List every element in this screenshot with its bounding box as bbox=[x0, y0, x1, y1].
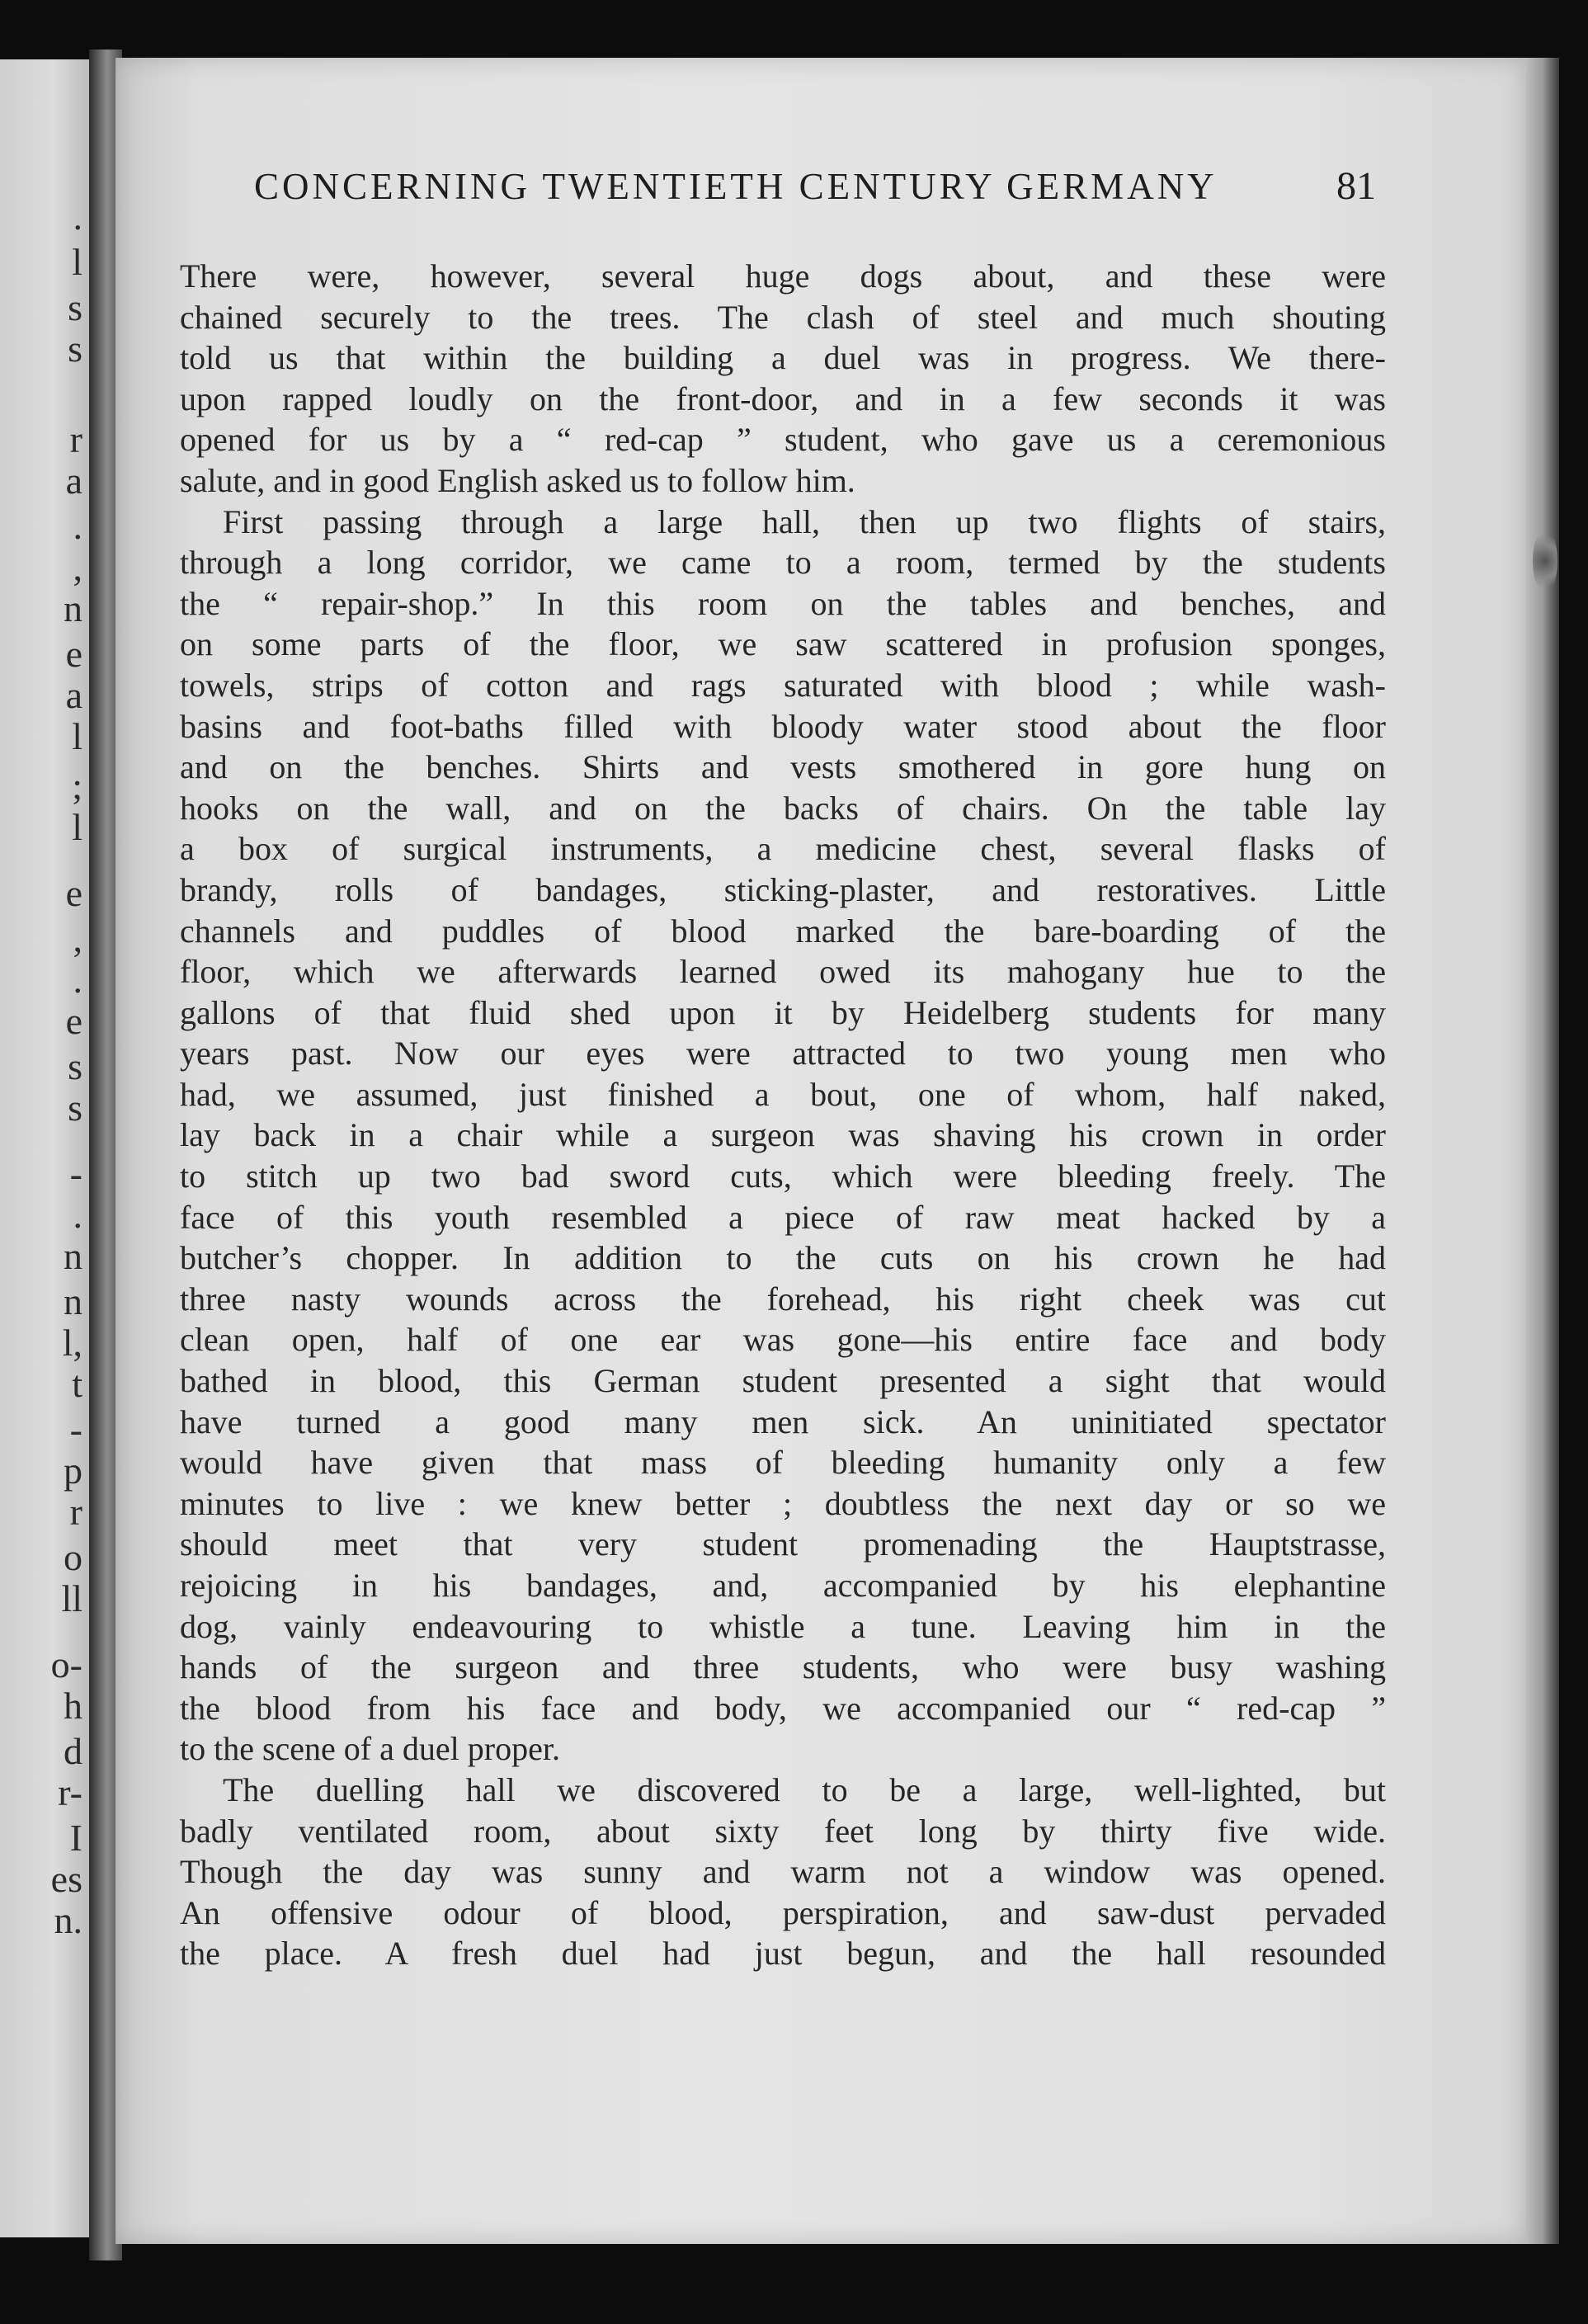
facing-page-fragment: l bbox=[72, 715, 82, 757]
page-number: 81 bbox=[1336, 164, 1376, 208]
facing-page-fragment: a bbox=[65, 674, 82, 716]
facing-page-fragment: . bbox=[73, 1194, 82, 1236]
text-line: Though the day was sunny and warm not a window was opened. bbox=[180, 1853, 1386, 1891]
text-line: have turned a good many men sick. An uninitiated spectator bbox=[180, 1402, 1386, 1440]
facing-page-fragment: n bbox=[64, 1235, 82, 1277]
text-line: basins and foot-baths filled with bloody water stood about the floor bbox=[180, 707, 1386, 745]
text-line: to the scene of a duel proper. bbox=[180, 1730, 560, 1768]
facing-page-fragment: p bbox=[64, 1450, 82, 1492]
facing-page-fragment: s bbox=[68, 286, 82, 328]
text-line: channels and puddles of blood marked the bare-boarding of the bbox=[180, 912, 1386, 950]
text-line: the place. A fresh duel had just begun, and the hall resounded bbox=[180, 1935, 1386, 1973]
text-line: First passing through a large hall, then up two flights of stairs, bbox=[223, 502, 1386, 540]
facing-page-fragment: l bbox=[72, 806, 82, 848]
ink-blot bbox=[1533, 528, 1557, 594]
text-line: There were, however, several huge dogs about, and these were bbox=[180, 257, 1386, 295]
facing-page-fragment: e bbox=[65, 633, 82, 675]
text-line: should meet that very student promenading the Hauptstrasse, bbox=[180, 1525, 1386, 1563]
text-line: told us that within the building a duel was in progress. We there- bbox=[180, 339, 1386, 377]
text-line: brandy, rolls of bandages, sticking-plaster, and restoratives. Little bbox=[180, 870, 1386, 908]
text-line: chained securely to the trees. The clash of steel and much shouting bbox=[180, 298, 1386, 336]
facing-page-fragment: , bbox=[73, 546, 82, 588]
text-line: three nasty wounds across the forehead, his right cheek was cut bbox=[180, 1280, 1386, 1318]
facing-page-fragment: n bbox=[64, 587, 82, 629]
running-head bbox=[254, 163, 1376, 213]
text-line: the “ repair-shop.” In this room on the tables and benches, and bbox=[180, 584, 1386, 622]
text-line: to stitch up two bad sword cuts, which were bleeding freely. The bbox=[180, 1157, 1386, 1195]
text-line: upon rapped loudly on the front-door, and in a few seconds it was bbox=[180, 379, 1386, 417]
text-line: years past. Now our eyes were attracted to two young men who bbox=[180, 1035, 1386, 1072]
text-line: minutes to live : we knew better ; doubtless the next day or so we bbox=[180, 1484, 1386, 1522]
facing-page-fragment: . bbox=[73, 196, 82, 238]
text-line: hooks on the wall, and on the backs of chairs. On the table lay bbox=[180, 789, 1386, 827]
facing-page-fragment: r bbox=[69, 1491, 82, 1533]
text-line: butcher’s chopper. In addition to the cuts on his crown he had bbox=[180, 1239, 1386, 1277]
text-line: gallons of that fluid shed upon it by Heidelberg students for many bbox=[180, 993, 1386, 1031]
text-line: rejoicing in his bandages, and, accompanied by his elephantine bbox=[180, 1567, 1386, 1604]
facing-page-fragment: s bbox=[68, 1045, 82, 1087]
facing-page-fragment: ll bbox=[61, 1577, 82, 1619]
facing-page-fragment: l bbox=[72, 241, 82, 283]
facing-page-fragment: s bbox=[68, 1087, 82, 1129]
text-line: towels, strips of cotton and rags saturated with blood ; while wash- bbox=[180, 666, 1386, 704]
facing-page-fragment: n bbox=[64, 1280, 82, 1322]
text-line: would have given that mass of bleeding humanity only a few bbox=[180, 1444, 1386, 1482]
facing-page-fragment: - bbox=[69, 1408, 82, 1450]
facing-page-fragment: a bbox=[65, 460, 82, 502]
body-text bbox=[180, 256, 1386, 1974]
facing-page-fragment: h bbox=[64, 1685, 82, 1727]
text-line: face of this youth resembled a piece of raw meat hacked by a bbox=[180, 1198, 1386, 1236]
facing-page-fragment: I bbox=[69, 1817, 82, 1859]
text-line: and on the benches. Shirts and vests smothered in gore hung on bbox=[180, 748, 1386, 786]
facing-page-fragment: o- bbox=[50, 1643, 82, 1685]
page-fore-edge bbox=[1526, 58, 1559, 2244]
facing-page-fragment: l, bbox=[62, 1322, 82, 1364]
text-line: opened for us by a “ red-cap ” student, who gave us a ceremonious bbox=[180, 421, 1386, 459]
text-line: bathed in blood, this German student presented a sight that would bbox=[180, 1362, 1386, 1400]
text-line: An offensive odour of blood, perspiration, and saw-dust pervaded bbox=[180, 1893, 1386, 1931]
facing-page-edge bbox=[0, 59, 89, 2237]
facing-page-fragment: . bbox=[73, 959, 82, 1001]
facing-page-fragment: - bbox=[69, 1153, 82, 1195]
text-line: lay back in a chair while a surgeon was shaving his crown in order bbox=[180, 1116, 1386, 1154]
text-line: had, we assumed, just finished a bout, one of whom, half naked, bbox=[180, 1075, 1386, 1113]
running-head-title: CONCERNING TWENTIETH CENTURY GERMANY bbox=[254, 166, 1218, 207]
facing-page-fragment: , bbox=[73, 917, 82, 959]
facing-page-fragment: r- bbox=[58, 1771, 82, 1813]
text-line: salute, and in good English asked us to follow him. bbox=[180, 461, 855, 499]
text-line: floor, which we afterwards learned owed its mahogany hue to the bbox=[180, 953, 1386, 991]
facing-page-fragment: o bbox=[64, 1536, 82, 1578]
facing-page-fragment: d bbox=[64, 1730, 82, 1772]
facing-page-fragment: e bbox=[65, 1000, 82, 1042]
text-line: dog, vainly endeavouring to whistle a tune. Leaving him in the bbox=[180, 1607, 1386, 1645]
facing-page-fragment: ; bbox=[72, 765, 82, 807]
text-line: a box of surgical instruments, a medicine chest, several flasks of bbox=[180, 830, 1386, 868]
text-line: clean open, half of one ear was gone—his entire face and body bbox=[180, 1321, 1386, 1359]
text-line: badly ventilated room, about sixty feet long by thirty five wide. bbox=[180, 1812, 1386, 1850]
text-line: The duelling hall we discovered to be a large, well-lighted, but bbox=[223, 1770, 1386, 1808]
facing-page-fragment: es bbox=[50, 1858, 82, 1900]
facing-page-fragment: t bbox=[72, 1363, 82, 1405]
facing-page-fragment: . bbox=[73, 505, 82, 547]
facing-page-fragment: s bbox=[68, 328, 82, 370]
facing-page-fragment: n. bbox=[54, 1899, 82, 1941]
facing-page-fragment: e bbox=[65, 872, 82, 914]
text-line: hands of the surgeon and three students, who were busy washing bbox=[180, 1648, 1386, 1686]
text-line: through a long corridor, we came to a room, termed by the students bbox=[180, 544, 1386, 582]
text-line: the blood from his face and body, we accompanied our “ red-cap ” bbox=[180, 1689, 1386, 1727]
text-line: on some parts of the floor, we saw scattered in profusion sponges, bbox=[180, 625, 1386, 663]
facing-page-fragment: r bbox=[69, 418, 82, 460]
